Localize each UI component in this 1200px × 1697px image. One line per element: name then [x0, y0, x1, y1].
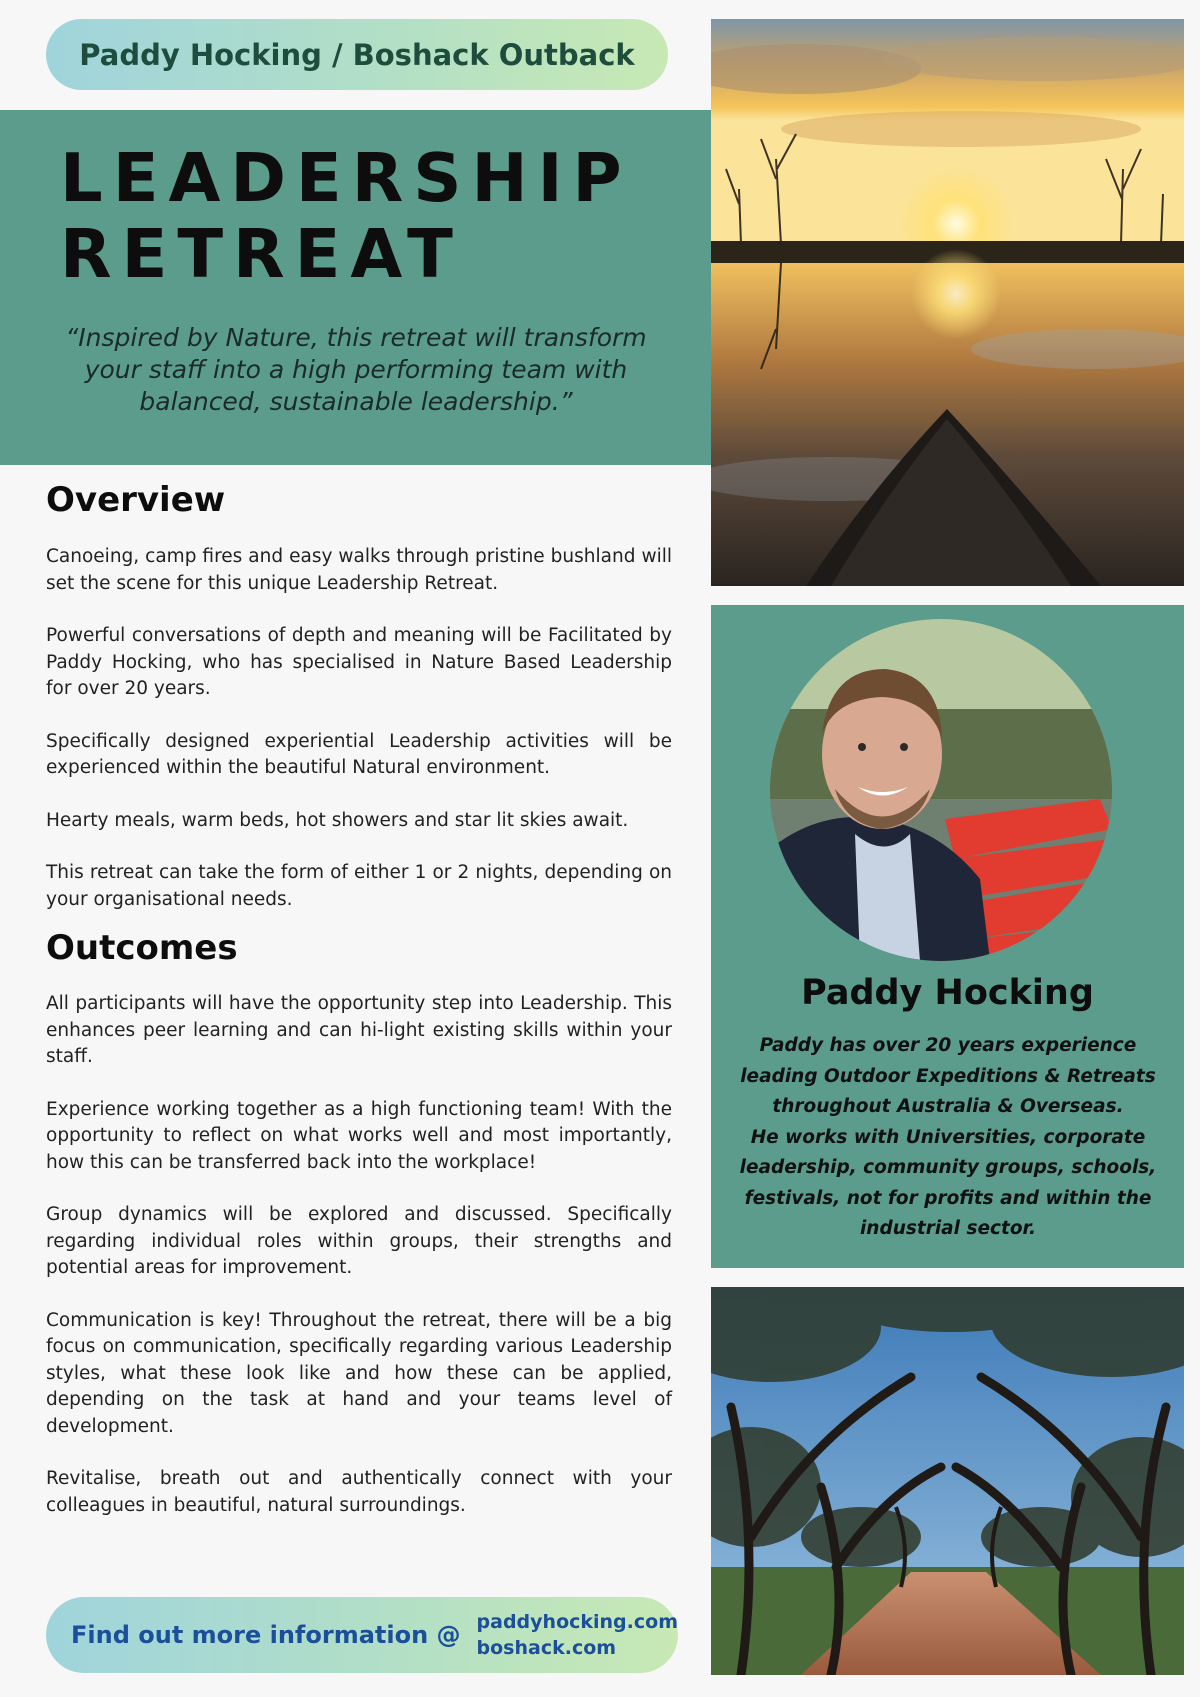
overview-section — [46, 544, 672, 913]
tree-tunnel-image — [711, 1287, 1184, 1675]
portrait-photo — [770, 619, 1112, 961]
overview-paragraph: Canoeing, camp fires and easy walks through pristine bushland will set the scene for this unique Leadership Retreat. — [46, 546, 672, 594]
outcomes-section — [46, 991, 672, 1519]
overview-heading: Overview — [46, 480, 226, 520]
overview-paragraph: Powerful conversations of depth and meaning will be Facilitated by Paddy Hocking, who has specialised in Nature Based Leadership for over 20 years. — [46, 625, 672, 699]
bio-text-line: He works with Universities, corporate leadership, community groups, schools, festivals, not for profits and within the industrial sector. — [739, 1126, 1157, 1239]
tree-tunnel-photo — [711, 1287, 1184, 1675]
hero-banner — [0, 110, 711, 465]
bio-text-line: Paddy has over 20 years experience leading Outdoor Expeditions & Retreats throughout Australia & Overseas. — [740, 1035, 1156, 1117]
bio-card — [711, 605, 1184, 1268]
link-paddyhocking[interactable]: paddyhocking.com — [476, 1611, 678, 1633]
overview-paragraph: Specifically designed experiential Leadership activities will be experienced within the beautiful Natural environment. — [46, 730, 672, 778]
outcomes-paragraph: Group dynamics will be explored and discussed. Specifically regarding individual roles within groups, their strengths and potential areas for improvement. — [46, 1204, 672, 1278]
sunset-canoe-photo — [711, 19, 1184, 586]
link-boshack[interactable]: boshack.com — [476, 1637, 617, 1659]
hero-quote: “Inspired by Nature, this retreat will transform your staff into a high performing team with balanced, sustainable leadership.” — [65, 323, 647, 416]
overview-paragraph: Hearty meals, warm beds, hot showers and star lit skies await. — [46, 809, 629, 831]
title-line-1: LEADERSHIP — [60, 139, 632, 217]
bio-name: Paddy Hocking — [801, 973, 1094, 1013]
outcomes-heading: Outcomes — [46, 928, 238, 968]
find-more-label: Find out more information @ — [71, 1621, 461, 1649]
website-links — [477, 1609, 678, 1661]
bio-description — [733, 1031, 1163, 1245]
overview-paragraph: This retreat can take the form of either 1 or 2 nights, depending on your organisational needs. — [46, 862, 672, 910]
title-line-2: RETREAT — [60, 215, 463, 293]
contact-pill — [46, 1597, 678, 1673]
sunset-canoe-image — [711, 19, 1184, 586]
portrait-image — [770, 619, 1112, 961]
brand-pill — [46, 19, 668, 90]
outcomes-paragraph: Communication is key! Throughout the retreat, there will be a big focus on communication, specifically regarding various Leadership styles, what these look like and how these can be applied, depending on the task at hand and your teams level of development. — [46, 1309, 672, 1437]
brand-title: Paddy Hocking / Boshack Outback — [79, 37, 635, 72]
outcomes-paragraph: Experience working together as a high functioning team! With the opportunity to reflect on what works well and most importantly, how this can be transferred back into the workplace! — [46, 1098, 672, 1173]
outcomes-paragraph: Revitalise, breath out and authentically connect with your colleagues in beautiful, natural surroundings. — [46, 1468, 672, 1516]
outcomes-paragraph: All participants will have the opportunity step into Leadership. This enhances peer learning and can hi-light existing skills within your staff. — [46, 993, 672, 1067]
page-title — [60, 140, 632, 292]
